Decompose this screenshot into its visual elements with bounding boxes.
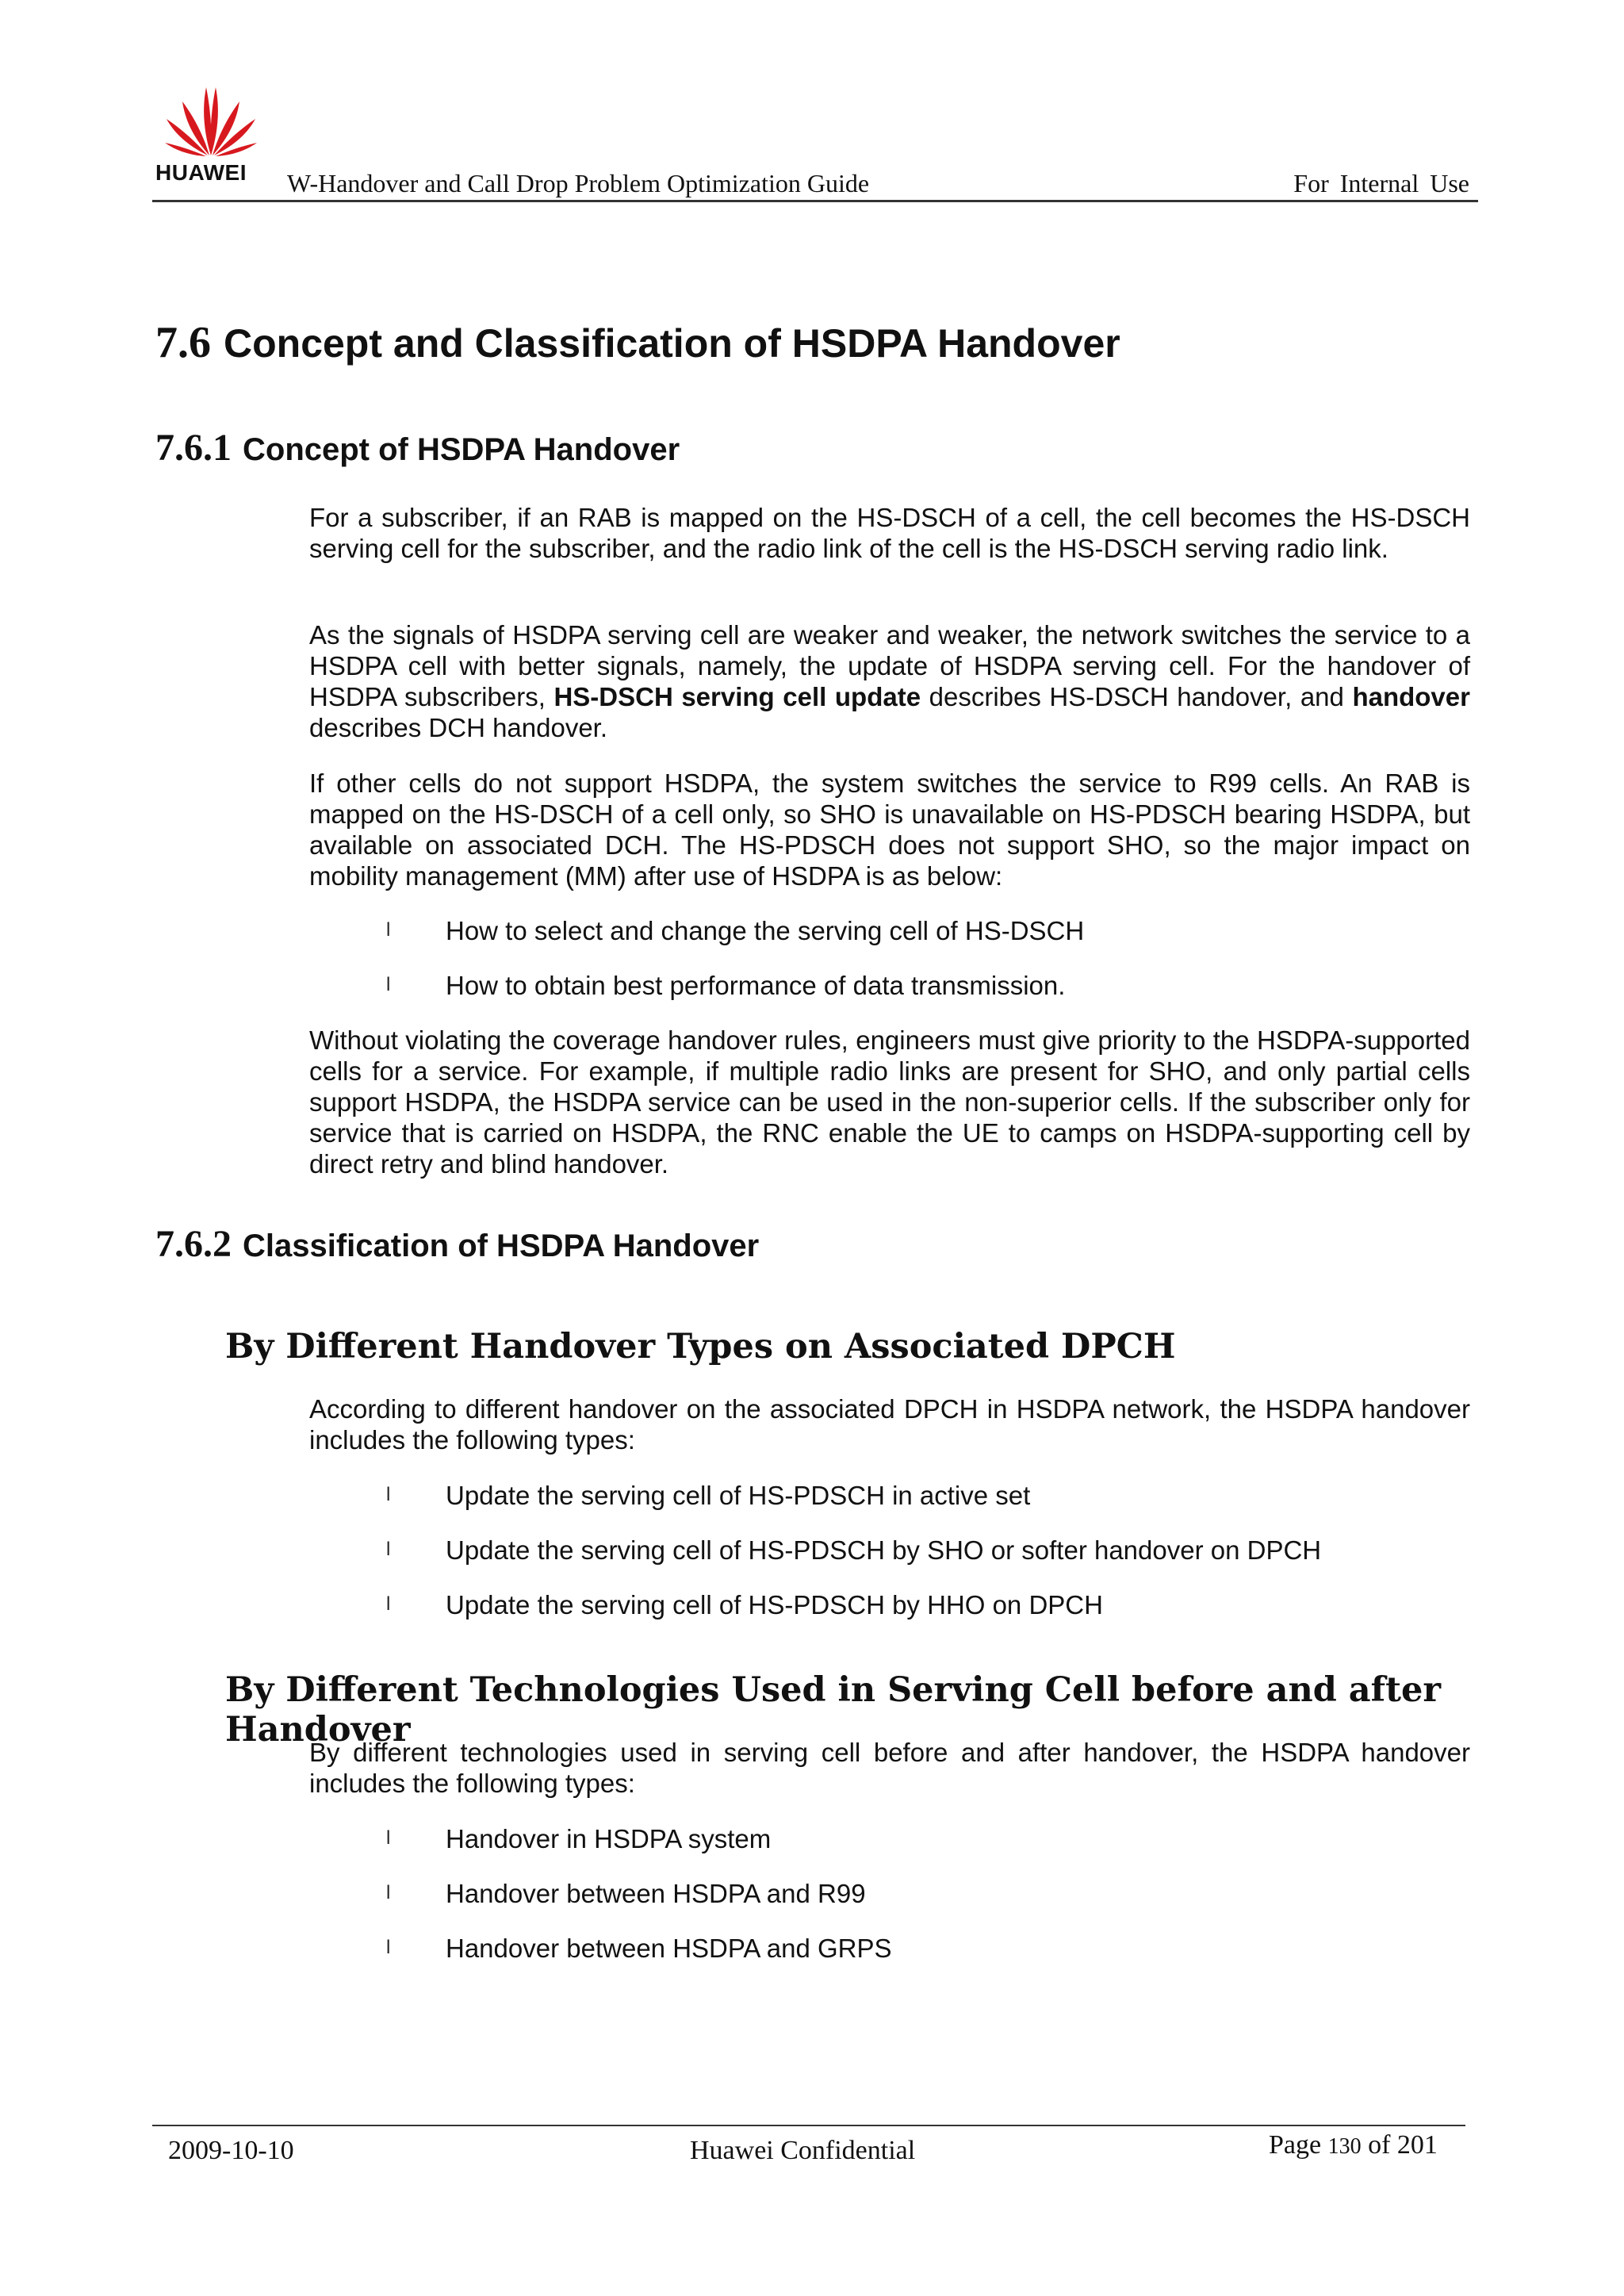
subsection-heading-classification [155, 1222, 759, 1266]
list-item: How to select and change the serving cell of HS-DSCH [446, 916, 1085, 945]
huawei-flower-icon [162, 79, 260, 159]
bullet-marker: l [386, 974, 391, 995]
paragraph [309, 619, 1470, 743]
bullet-marker: l [386, 1827, 391, 1849]
header-divider [152, 200, 1478, 202]
bullet-marker: l [386, 919, 391, 941]
footer-date: 2009-10-10 [168, 2136, 294, 2165]
paragraph: By different technologies used in serving cell before and after handover, the HSDPA handover includes the following types: [309, 1738, 1470, 1798]
list-item: Handover in HSDPA system [446, 1824, 772, 1853]
bullet-marker: l [386, 1882, 391, 1903]
logo-wordmark: HUAWEI [155, 160, 247, 185]
page-label: Page [1269, 2130, 1322, 2160]
footer-divider [152, 2125, 1465, 2126]
paragraph: According to different handover on the associated DPCH in HSDPA network, the HSDPA handover includes the following types: [309, 1394, 1470, 1455]
paragraph: For a subscriber, if an RAB is mapped on the HS-DSCH of a cell, the cell becomes the HS-DSCH serving cell for the subscriber, and the radio link of the cell is the HS-DSCH serving radio link. [309, 503, 1470, 563]
paragraph: If other cells do not support HSDPA, the system switches the service to R99 cells. An RAB is mapped on the HS-DSCH of a cell only, so SHO is unavailable on HS-PDSCH bearing HSDPA, but available on associated DCH. The HS-PDSCH does not support SHO, so the major impact on mobility management (MM) after use of HSDPA is as below: [309, 769, 1470, 891]
list-item: Update the serving cell of HS-PDSCH by SHO or softer handover on DPCH [446, 1535, 1322, 1565]
topic-heading: By Different Handover Types on Associated DPCH [225, 1327, 1176, 1366]
header-title: W-Handover and Call Drop Problem Optimization Guide [287, 169, 870, 197]
page-of-label: of [1368, 2130, 1391, 2160]
topic-heading: By Different Technologies Used in Serving Cell before and after Handover [225, 1670, 1442, 1750]
header-classification: For Internal Use [1293, 169, 1469, 197]
bullet-marker: l [386, 1937, 391, 1958]
page-current: 130 [1327, 2134, 1362, 2159]
page-total: 201 [1396, 2130, 1438, 2160]
subsection-heading-concept [155, 426, 680, 470]
list-item: Update the serving cell of HS-PDSCH in active set [446, 1481, 1031, 1510]
footer-confidentiality: Huawei Confidential [690, 2136, 916, 2165]
section-heading [155, 317, 1120, 368]
subsection-number: 7.6.2 [155, 1223, 232, 1265]
huawei-logo [155, 79, 266, 190]
section-number: 7.6 [155, 318, 211, 367]
list-item: How to obtain best performance of data transmission. [446, 971, 1066, 1000]
subsection-number: 7.6.1 [155, 427, 232, 469]
paragraph-text: As the signals of HSDPA serving cell are weaker and weaker, the network switches the service to a HSDPA cell with better signals, namely, the update of HSDPA serving cell. For the handover of HSDPA subscribers, [309, 620, 1470, 711]
section-title: Concept and Classification of HSDPA Handover [224, 321, 1120, 366]
bullet-marker: l [386, 1593, 391, 1615]
bold-term: handover [1352, 682, 1470, 711]
paragraph-text: describes HS-DSCH handover, and [921, 682, 1353, 711]
bullet-marker: l [386, 1539, 391, 1560]
subsection-title: Classification of HSDPA Handover [243, 1228, 760, 1263]
paragraph: Without violating the coverage handover rules, engineers must give priority to the HSDPA-supported cells for a service. For example, if multiple radio links are present for SHO, and only partial cells support HSDPA, the HSDPA service can be used in the non-superior cells. If the subscriber only for service that is carried on HSDPA, the RNC enable the UE to camps on HSDPA-supporting cell by direct retry and blind handover. [309, 1025, 1470, 1179]
page-number [1269, 2130, 1438, 2160]
list-item: Update the serving cell of HS-PDSCH by HHO on DPCH [446, 1590, 1103, 1619]
paragraph-text: describes DCH handover. [309, 713, 608, 742]
bullet-marker: l [386, 1484, 391, 1505]
bold-term: HS-DSCH serving cell update [553, 682, 921, 711]
list-item: Handover between HSDPA and GRPS [446, 1934, 892, 1963]
list-item: Handover between HSDPA and R99 [446, 1879, 866, 1908]
subsection-title: Concept of HSDPA Handover [243, 432, 680, 467]
